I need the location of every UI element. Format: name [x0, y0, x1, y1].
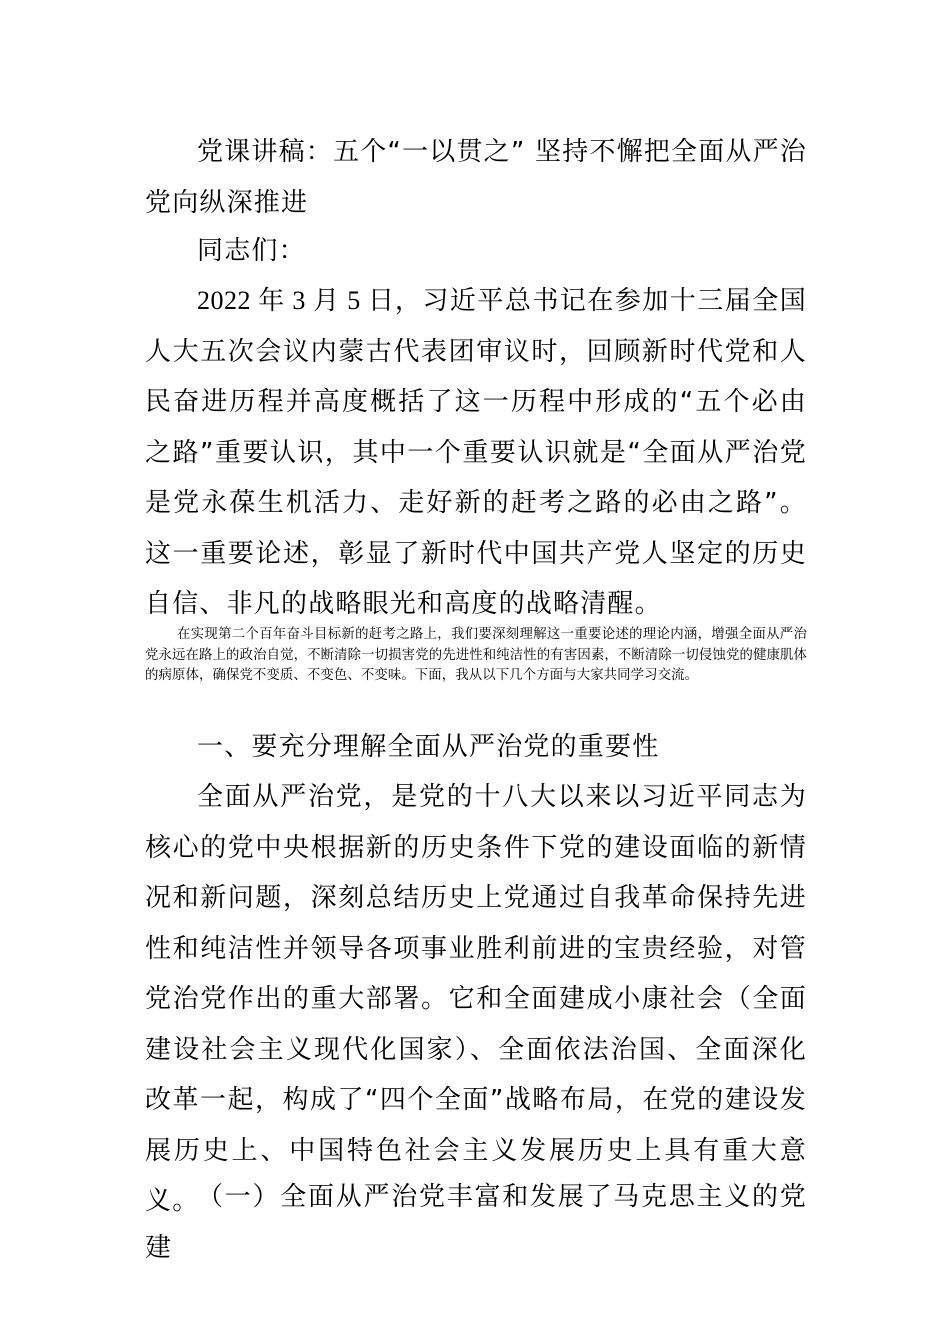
salutation: 同志们： — [197, 236, 306, 266]
document-title: 党课讲稿：五个“一以贯之” 坚持不懈把全面从严治党向纵深推进 — [145, 137, 808, 218]
section-heading-1: 一、要充分理解全面从严治党的重要性 — [197, 732, 660, 762]
paragraph-1-date: 2022 年 3 月 5 日 — [197, 286, 395, 315]
paragraph-1 — [145, 276, 807, 630]
subheading-1: （一）全面从严治党丰富和发展了马克思主义的党建 — [145, 1182, 807, 1263]
paragraph-1-text: ，习近平总书记在参加十三届全国人大五次会议内蒙古代表团审议时，回顾新时代党和人民奋进历程并高度概括了这一历程中形成的“五个必由之路”重要认识，其中一个重要认识就是“全面从严治党是党永葆生机活力、走好新的赶考之路的必由之路”。这一重要论述，彰显了新时代中国共产党人坚定的历史自信、非凡的战略眼光和高度的战略清醒。 — [145, 286, 807, 619]
paragraph-2: 在实现第二个百年奋斗目标新的赶考之路上，我们要深刻理解这一重要论述的理论内涵，增强全面从严治党永远在路上的政治自觉，不断清除一切损害党的先进性和纯洁性的有害因素，不断清除一切侵蚀党的健康肌体的病原体，确保党不变质、不变色、不变味。下面，我从以下几个方面与大家共同学习交流。 — [145, 627, 807, 683]
paragraph-3: 全面从严治党，是党的十八大以来以习近平同志为核心的党中央根据新的历史条件下党的建设面临的新情况和新问题，深刻总结历史上党通过自我革命保持先进性和纯洁性并领导各项事业胜利前进的宝贵经验，对管党治党作出的重大部署。它和全面建成小康社会（全面建设社会主义现代化国家）、全面依法治国、全面深化改革一起，构成了“四个全面”战略布局，在党的建设发展历史上、中国特色社会主义发展历史上具有重大意义。 — [145, 782, 807, 1216]
